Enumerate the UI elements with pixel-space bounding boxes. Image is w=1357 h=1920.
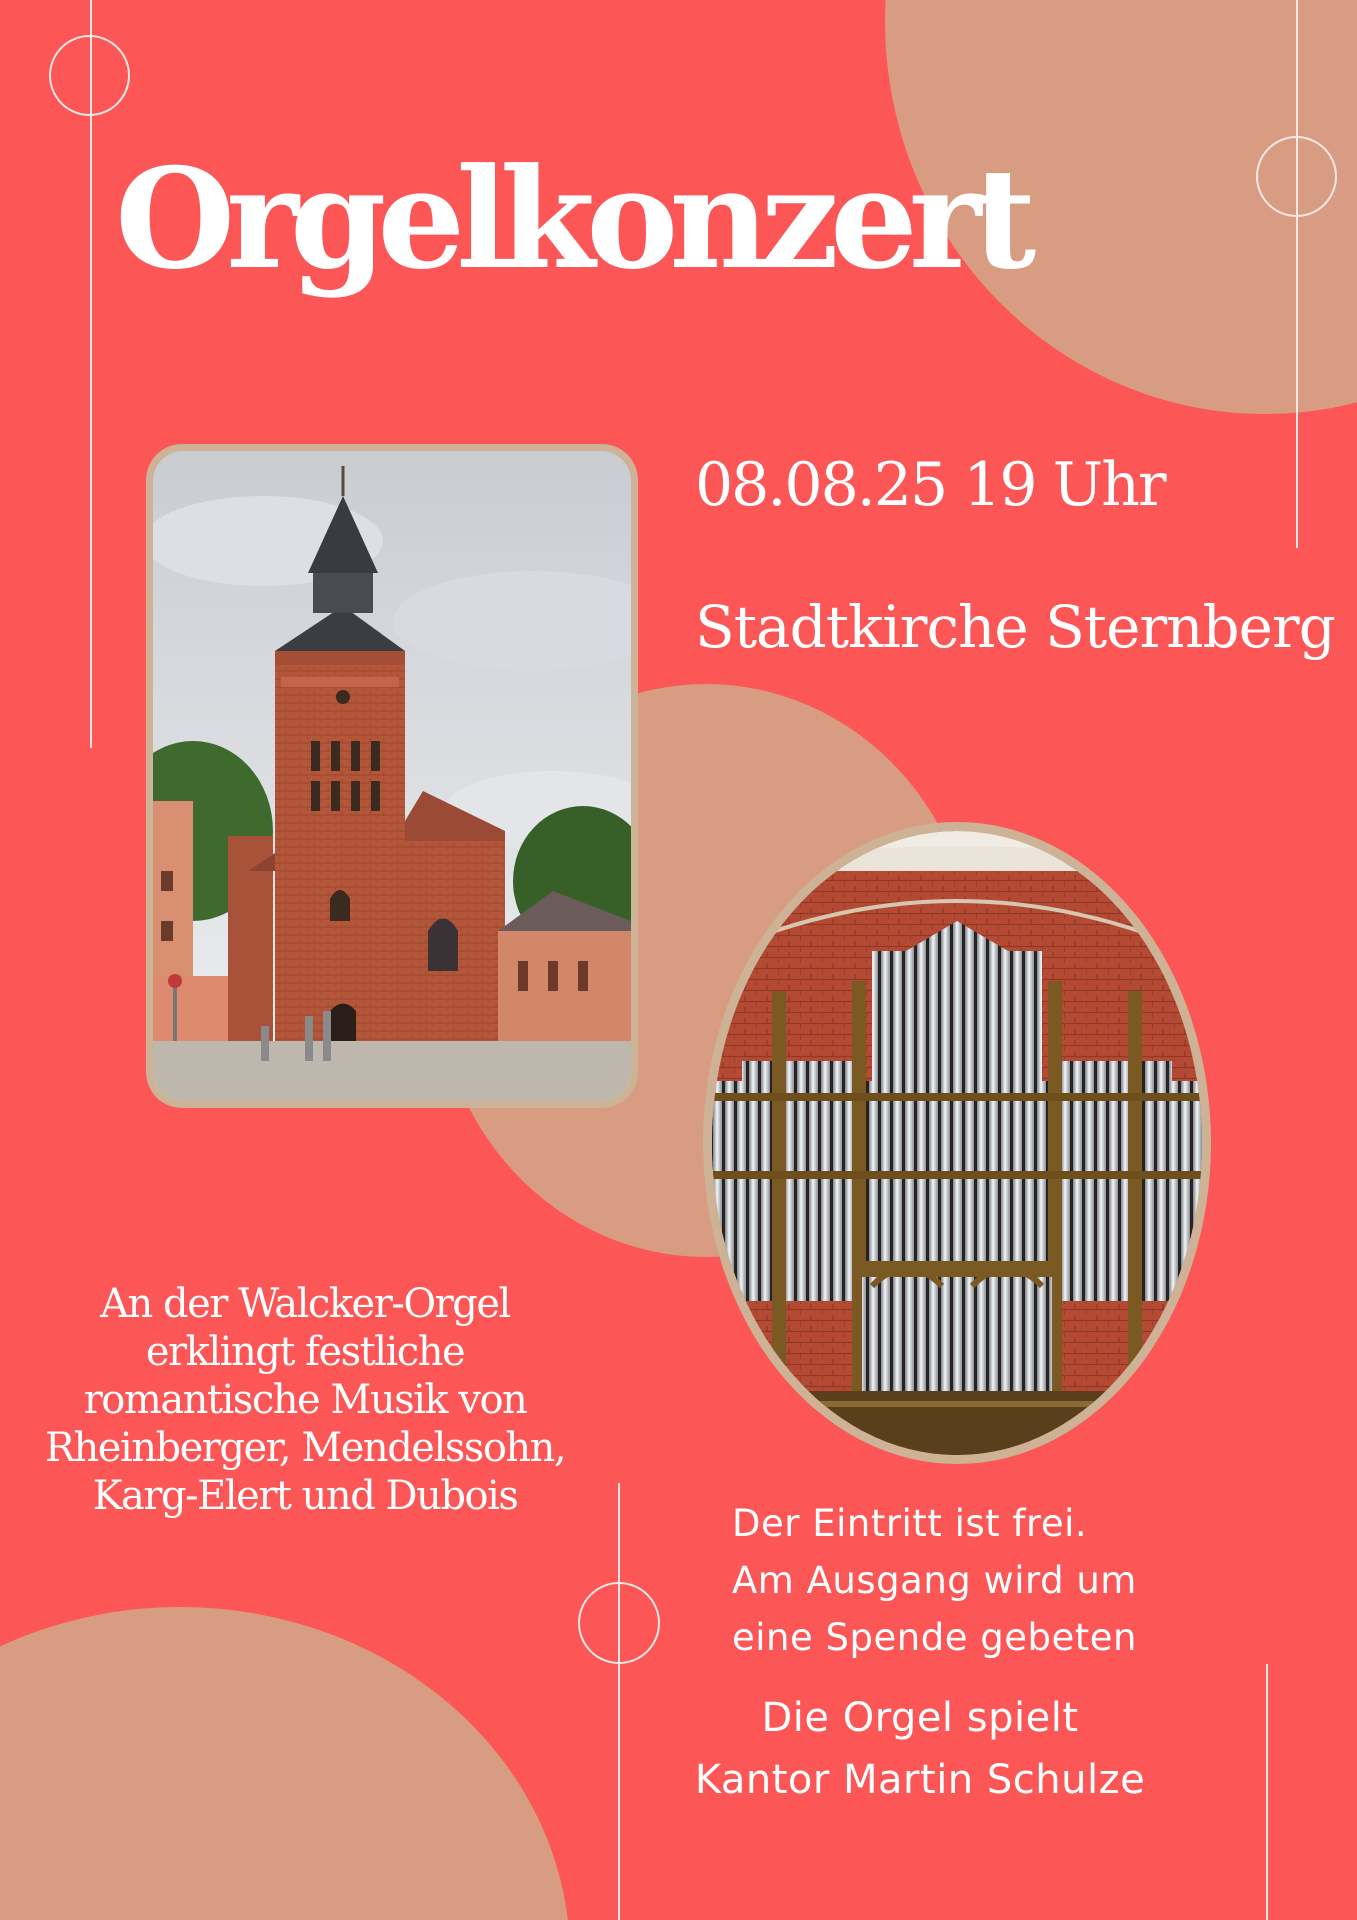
- organist-line: Die Orgel spielt: [761, 1695, 1079, 1741]
- admission-line: eine Spende gebeten: [732, 1616, 1137, 1659]
- program-line: erklingt festliche: [145, 1329, 465, 1375]
- program-line: An der Walcker-Orgel: [100, 1281, 510, 1327]
- organ-photo: [712, 831, 1202, 1455]
- organ-photo-frame: [703, 822, 1211, 1464]
- decorative-line-bottom-right: [1266, 1664, 1268, 1920]
- event-venue: Stadtkirche Sternberg: [695, 593, 1335, 661]
- decorative-ring-bottom-center: [578, 1582, 660, 1664]
- program-line: Rheinberger, Mendelssohn,: [44, 1425, 566, 1471]
- poster-title: Orgelkonzert: [115, 137, 1028, 300]
- admission-line: Der Eintritt ist frei.: [732, 1502, 1088, 1545]
- church-photo-frame: [146, 444, 638, 1108]
- program-description: [25, 1280, 585, 1520]
- decorative-circle-bottom-left: [0, 1607, 570, 1920]
- organist-info: [690, 1687, 1150, 1811]
- church-photo: [153, 451, 631, 1101]
- admission-line: Am Ausgang wird um: [732, 1559, 1137, 1602]
- decorative-ring-top-right: [1256, 136, 1337, 217]
- decorative-ring-top-left: [49, 35, 130, 116]
- admission-info: [732, 1495, 1137, 1666]
- program-line: romantische Musik von: [83, 1377, 527, 1423]
- decorative-line-bottom-center: [618, 1483, 620, 1920]
- program-line: Karg-Elert und Dubois: [92, 1473, 518, 1519]
- event-date-time: 08.08.25 19 Uhr: [695, 450, 1165, 520]
- decorative-line-right: [1296, 0, 1298, 548]
- organist-line: Kantor Martin Schulze: [694, 1757, 1146, 1803]
